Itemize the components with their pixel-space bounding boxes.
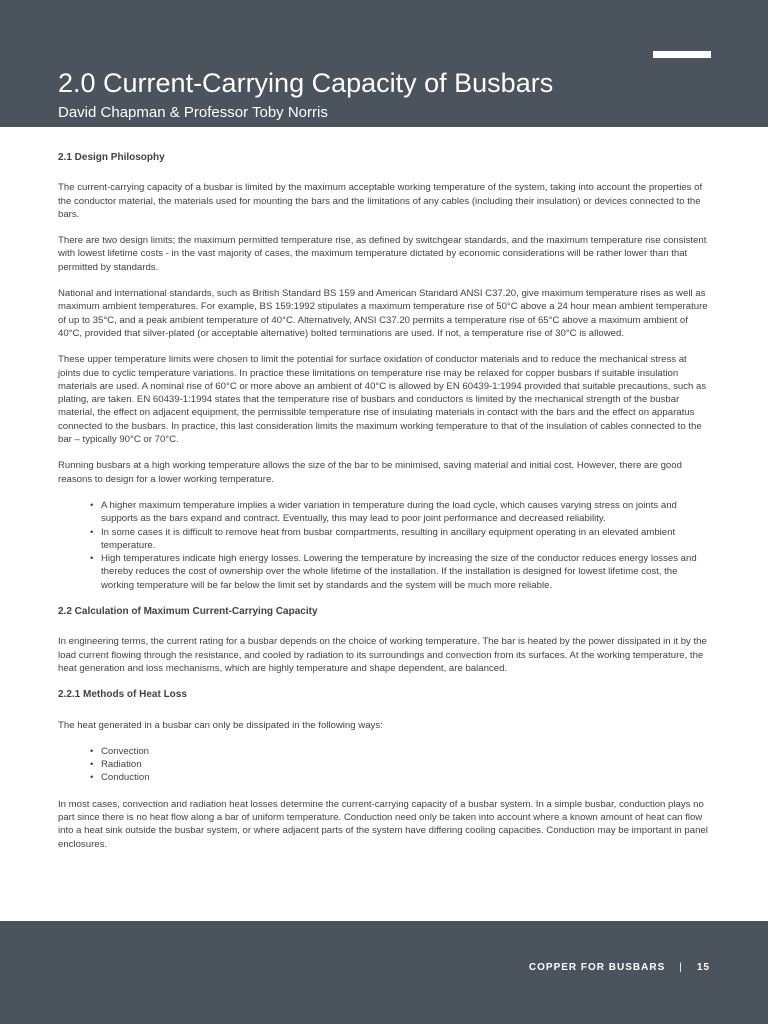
bullet-list-heat-loss-methods: [58, 745, 710, 785]
paragraph: The heat generated in a busbar can only be dissipated in the following ways:: [58, 719, 383, 731]
footer-text: [529, 962, 710, 973]
list-item: • High temperatures indicate high energy losses. Lowering the temperature by increasing the size of the conductor reduces energy losses and thereby reduces the cost of ownership over the whole lifetime of the installation. If the installation is designed for lowest lifetime cost, the working temperature will be far below the limit set by standards and the system will be much more reliable.: [101, 552, 710, 592]
paragraph: The current-carrying capacity of a busbar is limited by the maximum acceptable working temperature of the system, taking into account the properties of the conductor material, the materials used for mounting the bars and the limitations of any cables (including their insulation) or devices connected to the bars.: [58, 182, 703, 220]
header-accent-bar: [653, 51, 711, 58]
page-authors: David Chapman & Professor Toby Norris: [58, 104, 328, 121]
footer-publication-label: COPPER FOR BUSBARS: [528, 962, 666, 973]
page-header: [0, 0, 768, 127]
paragraph: National and international standards, such as British Standard BS 159 and American Standard ANSI C37.20, give maximum temperature rises as well as maximum ambient temperatures. For example, BS 159:1992 stipulates a maximum temperature rise of 50°C above a 24 hour mean ambient temperature of up to 35°C, and a peak ambient temperature of 40°C. Alternatively, ANSI C37.20 permits a temperature rise of 65°C above a maximum ambient of 40°C, provided that silver-plated (or acceptable alternative) bolted terminations are used. If not, a temperature rise of 30°C is allowed.: [58, 288, 708, 339]
paragraph: In engineering terms, the current rating for a busbar depends on the choice of working temperature. The bar is heated by the power dissipated in it by the load current flowing through the resistance, and cooled by radiation to its surroundings and convection from its surfaces. At the working temperature, the heat generation and loss mechanisms, which are highly temperature and shape dependent, are balanced.: [58, 636, 707, 674]
page-title: 2.0 Current-Carrying Capacity of Busbars: [58, 68, 554, 98]
section-heading-heat-loss: 2.2.1 Methods of Heat Loss: [58, 689, 187, 701]
section-heading-calculation: 2.2 Calculation of Maximum Current-Carrying Capacity: [58, 606, 318, 618]
list-item: • Conduction: [101, 771, 710, 784]
list-item: • Convection: [101, 745, 710, 758]
list-item: • In some cases it is difficult to remove heat from busbar compartments, resulting in ancillary equipment operating in an elevated ambient temperature.: [101, 526, 710, 553]
paragraph: There are two design limits; the maximum permitted temperature rise, as defined by switchgear standards, and the maximum temperature rise consistent with lowest lifetime costs - in the vast majority of cases, the maximum temperature dictated by economic considerations will be rather lower than that permitted by standards.: [58, 235, 707, 273]
page-number: 15: [696, 962, 710, 973]
section-heading-design-philosophy: 2.1 Design Philosophy: [58, 152, 165, 163]
paragraph: These upper temperature limits were chosen to limit the potential for surface oxidation of conductor materials and to reduce the mechanical stress at joints due to cyclic temperature variations. In practice these limitations on temperature rise may be relaxed for copper busbars if suitable insulation materials are used. A nominal rise of 60°C or more above an ambient of 40°C is allowed by EN 60439-1:1994 provided that suitable precautions, such as plating, are taken. EN 60439-1:1994 states that the temperature rise of busbars and conductors is limited by the mechanical strength of the busbar material, the effect on adjacent equipment, the permissible temperature rise of insulating materials in contact with the bars and the effect on apparatus connected to the busbars. In practice, this last consideration limits the maximum working temperature to that of the insulation of cables connected to the bar – typically 90°C or 70°C.: [58, 354, 707, 446]
paragraph: Running busbars at a high working temperature allows the size of the bar to be minimised, saving material and initial cost. However, there are good reasons to design for a lower working temperature.: [58, 460, 682, 485]
bullet-list-design-reasons: [58, 499, 710, 592]
page-body: [58, 151, 710, 864]
list-item: • A higher maximum temperature implies a wider variation in temperature during the load cycle, which causes varying stress on joints and supports as the bars expand and contract. Eventually, this may lead to poor joint performance and decreased reliability.: [101, 499, 710, 526]
paragraph: In most cases, convection and radiation heat losses determine the current-carrying capacity of a busbar system. In a simple busbar, conduction plays no part since there is no heat flow along a bar of uniform temperature. Conduction need only be taken into account where a known amount of heat can flow into a heat sink outside the busbar system, or where adjacent parts of the system have differing cooling capacities. Conduction may be important in panel enclosures.: [58, 798, 708, 850]
page-footer: [0, 921, 768, 1024]
footer-separator: |: [679, 962, 683, 973]
list-item: • Radiation: [101, 758, 710, 771]
